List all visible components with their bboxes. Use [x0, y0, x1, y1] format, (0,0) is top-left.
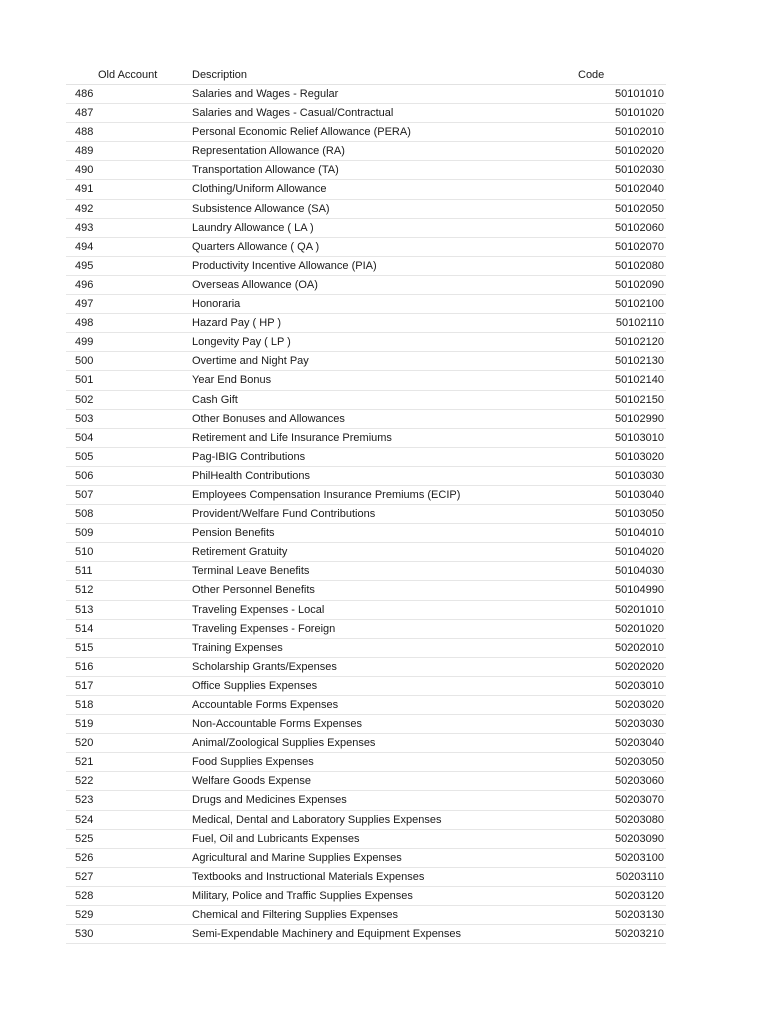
description-cell: Other Personnel Benefits	[192, 584, 315, 597]
table-row	[66, 219, 666, 238]
code-cell: 50203030	[615, 718, 664, 731]
description-cell: Salaries and Wages - Casual/Contractual	[192, 107, 394, 120]
code-cell: 50102040	[615, 183, 664, 196]
description-cell: PhilHealth Contributions	[192, 469, 311, 482]
code-cell: 50104020	[615, 546, 664, 559]
old-account-cell: 517	[75, 679, 94, 692]
table-row	[66, 238, 666, 257]
old-account-cell: 530	[75, 928, 94, 941]
old-account-cell: 495	[75, 259, 94, 272]
description-cell: Traveling Expenses - Local	[192, 603, 325, 616]
table-row	[66, 830, 666, 849]
code-cell: 50102050	[615, 202, 664, 215]
description-cell: Provident/Welfare Fund Contributions	[192, 508, 376, 521]
code-cell: 50101020	[615, 107, 664, 120]
old-account-cell: 496	[75, 278, 94, 291]
header-old-account: Old Account	[98, 69, 158, 81]
description-cell: Cash Gift	[192, 393, 238, 406]
description-cell: Quarters Allowance ( QA )	[192, 240, 320, 253]
old-account-cell: 506	[75, 469, 94, 482]
old-account-cell: 510	[75, 546, 94, 559]
code-cell: 50102070	[615, 240, 664, 253]
table-row	[66, 161, 666, 180]
old-account-cell: 500	[75, 355, 94, 368]
code-cell: 50202010	[615, 641, 664, 654]
code-cell: 50203010	[615, 679, 664, 692]
table-row	[66, 772, 666, 791]
code-cell: 50101010	[615, 88, 664, 100]
old-account-cell: 499	[75, 336, 94, 349]
old-account-cell: 511	[75, 565, 93, 578]
code-cell: 50203020	[615, 699, 664, 711]
table-row	[66, 925, 666, 944]
code-cell: 50102990	[615, 412, 664, 425]
old-account-cell: 516	[75, 660, 94, 673]
table-row	[66, 715, 666, 734]
description-cell: Other Bonuses and Allowances	[192, 412, 345, 425]
description-cell: Traveling Expenses - Foreign	[192, 622, 336, 635]
table-row	[66, 352, 666, 371]
old-account-cell: 507	[75, 488, 94, 501]
description-cell: Clothing/Uniform Allowance	[192, 183, 327, 196]
account-table	[66, 66, 666, 944]
description-cell: Drugs and Medicines Expenses	[192, 794, 347, 807]
table-row	[66, 658, 666, 677]
old-account-cell: 488	[75, 126, 94, 139]
code-cell: 50104030	[615, 565, 664, 578]
table-row	[66, 200, 666, 219]
old-account-cell: 515	[75, 641, 94, 654]
table-row	[66, 601, 666, 620]
old-account-cell: 526	[75, 851, 94, 864]
old-account-cell: 529	[75, 909, 94, 922]
table-row	[66, 276, 666, 295]
description-cell: Textbooks and Instructional Materials Expenses	[192, 870, 425, 883]
old-account-cell: 522	[75, 775, 94, 788]
table-row	[66, 562, 666, 581]
table-row	[66, 887, 666, 906]
code-cell: 50201020	[615, 622, 664, 635]
description-cell: Salaries and Wages - Regular	[192, 88, 339, 100]
old-account-cell: 508	[75, 508, 94, 521]
old-account-cell: 490	[75, 164, 94, 177]
old-account-cell: 489	[75, 145, 94, 158]
description-cell: Chemical and Filtering Supplies Expenses	[192, 909, 399, 922]
description-cell: Training Expenses	[192, 641, 283, 654]
table-row	[66, 505, 666, 524]
old-account-cell: 521	[75, 756, 94, 769]
code-cell: 50103030	[615, 469, 664, 482]
description-cell: Overseas Allowance (OA)	[192, 278, 318, 291]
old-account-cell: 509	[75, 527, 94, 540]
table-row	[66, 620, 666, 639]
code-cell: 50103040	[615, 488, 664, 501]
description-cell: Fuel, Oil and Lubricants Expenses	[192, 832, 360, 845]
description-cell: Non-Accountable Forms Expenses	[192, 718, 362, 731]
old-account-cell: 525	[75, 832, 94, 845]
old-account-cell: 514	[75, 622, 94, 635]
table-row	[66, 391, 666, 410]
code-cell: 50104010	[615, 527, 664, 540]
description-cell: Overtime and Night Pay	[192, 355, 309, 368]
code-cell: 50102100	[615, 298, 664, 311]
header-description: Description	[192, 69, 248, 81]
table-row	[66, 85, 666, 104]
old-account-cell: 503	[75, 412, 94, 425]
code-cell: 50203210	[615, 928, 664, 941]
old-account-cell: 512	[75, 584, 94, 597]
code-cell: 50202020	[615, 660, 664, 673]
description-cell: Agricultural and Marine Supplies Expenses	[192, 851, 402, 864]
description-cell: Medical, Dental and Laboratory Supplies Expenses	[192, 813, 442, 826]
table-row	[66, 677, 666, 696]
description-cell: Food Supplies Expenses	[192, 756, 314, 769]
old-account-cell: 486	[75, 88, 94, 100]
table-row	[66, 295, 666, 314]
description-cell: Representation Allowance (RA)	[192, 145, 345, 158]
table-row	[66, 791, 666, 810]
code-cell: 50102090	[615, 278, 664, 291]
code-cell: 50201010	[615, 603, 664, 616]
old-account-cell: 505	[75, 450, 94, 463]
table-row	[66, 868, 666, 887]
table-row	[66, 314, 666, 333]
code-cell: 50203050	[615, 756, 664, 769]
code-cell: 50102020	[615, 145, 664, 158]
code-cell: 50203040	[615, 737, 664, 750]
old-account-cell: 491	[75, 183, 94, 196]
code-cell: 50203120	[615, 889, 664, 902]
description-cell: Pension Benefits	[192, 527, 275, 540]
old-account-cell: 513	[75, 603, 94, 616]
description-cell: Year End Bonus	[192, 374, 272, 387]
code-cell: 50203110	[615, 870, 664, 883]
table-row	[66, 906, 666, 925]
description-cell: Retirement Gratuity	[192, 546, 288, 559]
code-cell: 50103050	[615, 508, 664, 521]
old-account-cell: 504	[75, 431, 94, 444]
table-row	[66, 753, 666, 772]
code-cell: 50203090	[615, 832, 664, 845]
description-cell: Scholarship Grants/Expenses	[192, 660, 337, 673]
description-cell: Semi-Expendable Machinery and Equipment Expenses	[192, 928, 462, 941]
table-row	[66, 142, 666, 161]
table-row	[66, 333, 666, 352]
table-row	[66, 639, 666, 658]
description-cell: Personal Economic Relief Allowance (PERA)	[192, 126, 411, 139]
table-row	[66, 849, 666, 868]
table-row	[66, 581, 666, 600]
old-account-cell: 493	[75, 221, 94, 234]
code-cell: 50203080	[615, 813, 664, 826]
code-cell: 50102030	[615, 164, 664, 177]
description-cell: Animal/Zoological Supplies Expenses	[192, 737, 376, 750]
description-cell: Accountable Forms Expenses	[192, 699, 339, 711]
description-cell: Productivity Incentive Allowance (PIA)	[192, 259, 377, 272]
description-cell: Terminal Leave Benefits	[192, 565, 310, 578]
table-row	[66, 696, 666, 715]
old-account-cell: 494	[75, 240, 94, 253]
table-row	[66, 257, 666, 276]
old-account-cell: 524	[75, 813, 94, 826]
table-row	[66, 486, 666, 505]
code-cell: 50102010	[615, 126, 664, 139]
code-cell: 50102140	[615, 374, 664, 387]
old-account-cell: 523	[75, 794, 94, 807]
description-cell: Employees Compensation Insurance Premiums (ECIP)	[192, 488, 461, 501]
description-cell: Hazard Pay ( HP )	[192, 317, 282, 330]
description-cell: Welfare Goods Expense	[192, 775, 312, 788]
table-row	[66, 123, 666, 142]
description-cell: Laundry Allowance ( LA )	[192, 221, 314, 234]
code-cell: 50102120	[615, 336, 664, 349]
old-account-cell: 520	[75, 737, 94, 750]
code-cell: 50102060	[615, 221, 664, 234]
description-cell: Transportation Allowance (TA)	[192, 164, 339, 177]
description-cell: Subsistence Allowance (SA)	[192, 202, 330, 215]
old-account-cell: 519	[75, 718, 94, 731]
code-cell: 50203130	[615, 909, 664, 922]
old-account-cell: 487	[75, 107, 94, 120]
code-cell: 50104990	[615, 584, 664, 597]
code-cell: 50103010	[615, 431, 664, 444]
code-cell: 50203070	[615, 794, 664, 807]
table-row	[66, 811, 666, 830]
code-cell: 50102130	[615, 355, 664, 368]
old-account-cell: 497	[75, 298, 94, 311]
old-account-cell: 518	[75, 699, 94, 711]
table-row	[66, 410, 666, 429]
code-cell: 50102150	[615, 393, 664, 406]
table-row	[66, 467, 666, 486]
table-row	[66, 734, 666, 753]
description-cell: Honoraria	[192, 298, 241, 311]
code-cell: 50103020	[615, 450, 664, 463]
table-row	[66, 371, 666, 390]
header-code: Code	[578, 69, 605, 81]
old-account-cell: 502	[75, 393, 94, 406]
description-cell: Military, Police and Traffic Supplies Expenses	[192, 889, 413, 902]
description-cell: Longevity Pay ( LP )	[192, 336, 291, 349]
old-account-cell: 527	[75, 870, 94, 883]
table-header	[66, 66, 666, 85]
table-row	[66, 104, 666, 123]
table-row	[66, 543, 666, 562]
old-account-cell: 528	[75, 889, 94, 902]
table-body	[66, 85, 666, 944]
description-cell: Retirement and Life Insurance Premiums	[192, 431, 392, 444]
code-cell: 50102110	[615, 317, 664, 330]
old-account-cell: 498	[75, 317, 94, 330]
code-cell: 50203100	[615, 851, 664, 864]
table-row	[66, 448, 666, 467]
table-row	[66, 524, 666, 543]
description-cell: Office Supplies Expenses	[192, 679, 318, 692]
table-row	[66, 429, 666, 448]
old-account-cell: 492	[75, 202, 94, 215]
old-account-cell: 501	[75, 374, 94, 387]
table-row	[66, 180, 666, 199]
description-cell: Pag-IBIG Contributions	[192, 450, 306, 463]
code-cell: 50203060	[615, 775, 664, 788]
code-cell: 50102080	[615, 259, 664, 272]
